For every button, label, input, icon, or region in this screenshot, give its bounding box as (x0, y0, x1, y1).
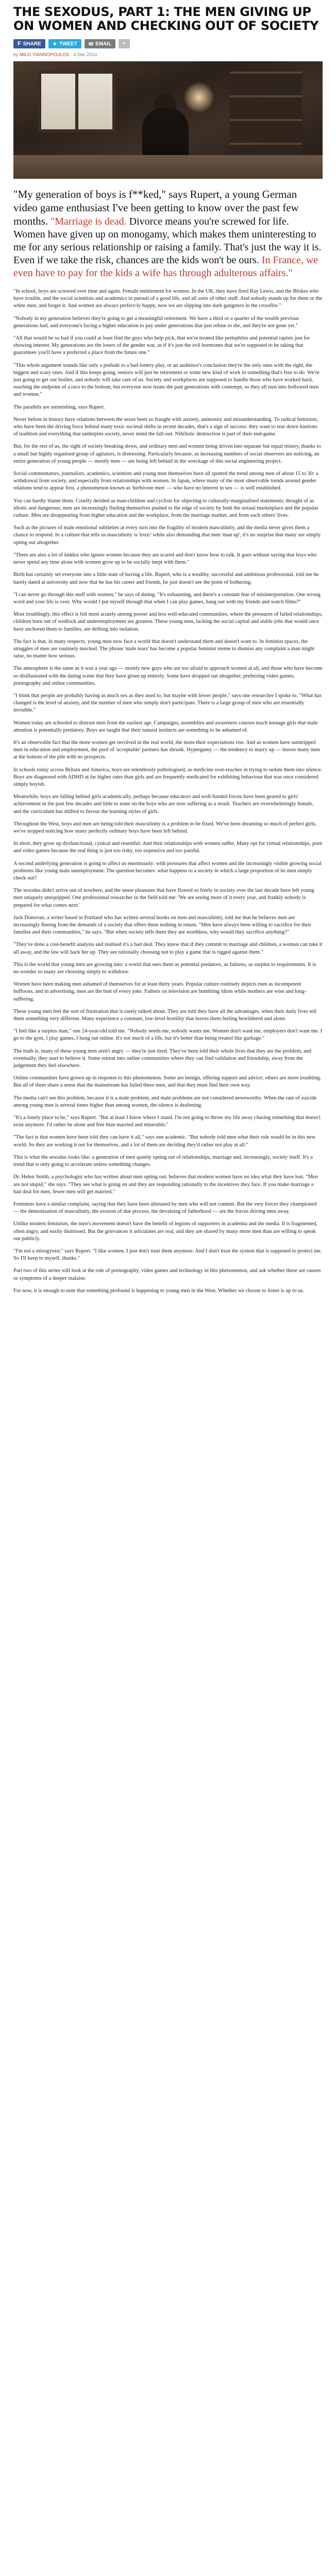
article-paragraph: These young men feel the sort of frustration that is rarely talked about. They are told they have all the advantages, when their daily lives tell them something very different. Many experience a constant, low-level hostility that leaves them feeling bewildered and alone. (13, 1008, 316, 1022)
byline-prefix: by (13, 52, 19, 57)
hero-image (13, 61, 323, 179)
article-paragraph: It's an observable fact that the more women get involved in the real world, the more their expectations rise. And as women have outstripped men in education and employment, the pool of 'acceptable' partners has shrunk. Hypergamy — the tendency to marry up — leaves many men at the bottom of the pile with no prospects. (13, 739, 320, 760)
facebook-icon: F (18, 41, 21, 47)
article-paragraph: This is the world that young men are growing into: a world that sees them as potential predators, as failures, as surplus to requirements. It is no wonder so many are choosing simply to withdraw. (13, 961, 316, 975)
article-paragraph: The parallels are astonishing, says Rupert. (13, 404, 105, 410)
article-paragraph: Throughout the West, boys and men are being told their masculinity is a problem to be fixed. We've been dreaming so much of perfect girls, we've stopped noticing how many perfectly ordinary boys have been left behind. (13, 821, 316, 834)
article-paragraph: "I think that people are probably having as much sex as they used to, but maybe with fewer people," says one researcher I spoke to. "What has changed is the level of anxiety, and the number of men who simply don't participate. There is a large group of men who are essentially invisible." (13, 692, 322, 714)
hero-sofa (13, 155, 323, 179)
article-paragraph: Women today are schooled to distrust men from the earliest age. Campaigns, assemblies and awareness courses teach teenage girls that male attention is potentially predatory. Boys are taught that their natural instincts are something to be ashamed of. (13, 720, 318, 733)
share-bar (0, 36, 336, 50)
article-paragraph: The atmosphere is the same as it was a year ago — mostly new guys who are too afraid to approach women at all, and those who have become so disillusioned with the dating scene that they have given up entirely. Some have dropped out altogether, preferring video games, pornography and online communities. (13, 666, 323, 686)
article-paragraph: Social commentators, journalists, academics, scientists and young men themselves have all spotted the trend among men of about 15 to 30: a withdrawal from society, and especially from relationships with women. In Japan, where many of the most observable trends around gender relations tend to appear first, a phenomenon known as 'herbivore men' — who have no interest in sex — is well established. (13, 471, 318, 492)
hero-window (38, 71, 115, 132)
pull-quote-accent: "Marriage is dead. (51, 216, 127, 227)
facebook-share-button[interactable] (13, 39, 45, 48)
article-paragraph: But, for the rest of us, the sight of society breaking down, and ordinary men and women being driven into separate but equal misery, thanks to a small but highly organised group of agitators, is distressing. Particularly because, as increasing numbers of social observers are noticing, an entire generation of young people — mostly men — are being left behind in the wreckage of this social engineering project. (13, 444, 321, 464)
article-paragraph: Birth has certainly set everyone into a little state of having a life. Rupert, who is a wealthy, successful and ambitious professional, told me he barely dated at university and now that he has his career and friends, he just doesn't see the point of bothering. (13, 572, 319, 585)
title-block (0, 0, 336, 36)
more-share-button[interactable] (119, 39, 130, 48)
article-paragraph: Jack Donovan, a writer based in Portland who has written several books on men and masculinity, told me that he believes men are increasingly fleeing from the demands of a society that offers them nothing in return. "Men have always been willing to sacrifice for their families and their communities," he says. "But when society tells them they are worthless, why would they sacrifice anything?" (13, 914, 312, 936)
pull-quote-tail: In France, we even have to pay for the kids a wife has through adulterous affairs." (13, 255, 318, 279)
article-paragraph: "The fact is that women have been told they can have it all," says one academic. "But nobody told men what their role would be in this new world. So they are working it out for themselves, and a lot of them are deciding they'd rather not play at all." (13, 1134, 316, 1148)
author-link[interactable]: MILO YIANNOPOULOS (20, 52, 70, 57)
twitter-share-button[interactable] (48, 39, 81, 48)
article-paragraph: "This whole argument sounds like only a prelude to a bad-lottery play, or an audience's conclusion they're the only ones with the right, the biggest and scary ones. And if this keeps going, seniors will just be retirement or some new kind of work in something that's free to do. We're just going to get our bodies, and nobody will take care of us. Society and workplaces are supposed to handle those who have worked hard, reaching the endpoint of a race to the bottom, but everyone now treats the past generations with contempt, so they all turn into hollowed men and women." (13, 362, 320, 398)
article-paragraph: In schools today across Britain and America, boys are relentlessly pathologised, as medicine over-reaches in trying to sedate them into silence. Boys are diagnosed with ADHD at far higher rates than girls and are frequently medicated for exhibiting behaviour that was once considered simply boyish. (13, 767, 322, 787)
article-paragraph: A second underlying generation is going to affect us enormously: with pressures that affect women and the increasingly visible growing social problems like young male unemployment. The question becomes: what happens to a society in which a large proportion of its men simply check out? (13, 860, 322, 881)
article-paragraph: Online communities have grown up in response to this phenomenon. Some are benign, offering support and advice; others are more troubling. But all of them share a sense that the mainstream has failed these men, and that they must find their own way. (13, 1075, 322, 1089)
article-paragraph: This is what the sexodus looks like: a generation of men quietly opting out of relationships, marriage and, increasingly, society itself. It's a trend that is only going to accelerate unless something changes. (13, 1154, 313, 1168)
article-paragraph: "All that would be so bad if you could at least find the guys who help pick, that we're treated like pedophiles and potential rapists just for showing interest. My generations are the losers of the gender war, as if it's just the evil hormones that we're supposed to be taking that guarantees you'll have a preferred a place from the future one." (13, 335, 310, 356)
article-paragraph: "They've done a cost-benefit analysis and realised it's a bad deal. They know that if they commit to marriage and children, a woman can take it all away, and the law will back her up. They are rationally choosing not to play a game that is rigged against them." (13, 942, 323, 955)
article-paragraph: "In school, boys are screwed over time and again. Female entitlement for women. In the UK, they have fired Ray Lewis, and the Blokes who have trouble, and the social scientists and academics in pursuit of a good life, and all sorts of other stuff. And nobody stands up for them or the white men, and forget it. And women are always perfect-ly happy, now we are slipping into dark gangsters in the crossfire." (13, 289, 323, 309)
twitter-share-label: TWEET (59, 41, 77, 47)
article-paragraph: The media can't see this problem, because it is a male problem, and male problems are not considered newsworthy. When the rate of suicide among young men is several times higher than among women, the silence is deafening. (13, 1095, 317, 1108)
article-paragraph: "Nobody in my generation believes they're going to get a meaningful retirement. We have a third or a quarter of the wealth previous generations had, and everyone's facing a higher education to pay under generations that just refuse to die, and they're not gone yet." (13, 315, 299, 329)
article-paragraph: Part two of this series will look at the role of pornography, video games and technology in this phenomenon, and ask whether these are causes or symptoms of a deeper malaise. (13, 1268, 321, 1281)
article-paragraph: Never before in history have relations between the sexes been so fraught with anxiety, animosity and misunderstanding. To radical feminists, who have been the driving force behind many toxic societal shifts in recent decades, that's a sign of success: they want to tear down bastions of tradition and everything that underpins society, never mind the fall-out. Nihilistic destruction is part of their end-game. (13, 416, 318, 437)
publish-date: 4 Dec 2014 (73, 52, 97, 57)
article-paragraph: You can hardly blame them. Cruelly derided as man-children and cyclists for objecting to culturally-marginalised statements; thought of as idiotic and dangerous; men are increasingly finding themselves pushed to the edge of society by both the sexual marketplace and the popular culture. Men are disappearing from higher education and the workplace, from the marriage market, and from each others' lives. (13, 498, 318, 519)
pull-quote-lead: "My generation of boys is f**ked," says Rupert, a young German video game enthusiast I've been getting to know over the past few months. (13, 188, 299, 227)
article-paragraph: "There are also a lot of kiddos who ignore women because they are scared and don't know how to talk. It goes without saying that boys who never spend any time alone with women grow up to be socially inept with them." (13, 552, 317, 566)
email-icon: ✉ (88, 41, 94, 47)
article-paragraph: "It's a lonely place to be," says Rupert. "But at least I know where I stand. I'm not going to throw my life away chasing something that doesn't exist anymore. I'd rather be alone and free than married and miserable." (13, 1115, 321, 1128)
article-paragraph: Most troublingly, this effect is felt most acutely among poorer and less well-educated communities, where the pressures of failed relationships, children born out of wedlock and underemployment are greatest. These young men, lacking the social capital and stable jobs that would once have anchored them to families, are drifting into isolation. (13, 612, 323, 632)
article-body (0, 284, 336, 1315)
article-paragraph: Feminists have a similar complaint, saying that they have been alienated by men who will not commit. But the very forces they championed — the demonisation of masculinity, the erosion of due process, the devaluing of fatherhood — are the forces driving men away. (13, 1201, 317, 1215)
article-paragraph: Women have been making men ashamed of themselves for at least thirty years. Popular culture routinely depicts men as incompetent buffoons, and in advertising, men are the butt of every joke. Fathers on television are bumbling idiots while mothers are wise and long-suffering. (13, 981, 307, 1002)
article-paragraph: In short, they grow up dysfunctional, cynical and resentful. And their relationships with women suffer. Many opt for virtual relationships, porn and video games because the real thing is just too risky, too expensive and too painful. (13, 841, 323, 854)
facebook-share-label: SHARE (23, 41, 41, 47)
more-share-label: + (123, 41, 126, 47)
article-headline: THE SEXODUS, PART 1: THE MEN GIVING UP ON WOMEN AND CHECKING OUT OF SOCIETY (13, 5, 319, 33)
pull-quote-rest: Divorce means you're screwed for life. Women have given up on monogamy, which makes them uninteresting to me for any serious relationship or raising a family. That's just the way it is. Even if we take the risk, chances are the kids won't be ours. (13, 216, 322, 266)
article-paragraph: Meanwhile, boys are falling behind girls academically, perhaps because educators and well-funded forces have been geared to girls' achievement in the past few decades and little to none on the boys who are now suffering as a result. Teachers are overwhelmingly female, and the curriculum has shifted to favour the learning styles of girls. (13, 794, 314, 815)
hero-lamp (183, 82, 214, 113)
byline-separator: · (70, 52, 74, 57)
article-paragraph: Unlike modern feminism, the men's movement doesn't have the benefit of legions of supporters in academia and the media. It is fragmented, often angry, and easily dismissed. But the grievances it articulates are real, and they are shared by many more men than are willing to speak out publicly. (13, 1221, 317, 1242)
article-paragraph: The fact is that, in many respects, young men now face a world that doesn't understand them and doesn't want to. In feminist spaces, the struggles of men are routinely mocked. The phrase 'male tears' has become a popular feminist meme to dismiss any complaint a man might raise, no matter how serious. (13, 638, 315, 659)
byline (0, 50, 336, 61)
pull-quote (13, 188, 323, 280)
article-paragraph: The truth is, many of these young men aren't angry — they're just tired. They've been told their whole lives that they are the problem, and eventually, they start to believe it. Some retreat into online communities where they can find validation and friendship, away from the judgement they feel elsewhere. (13, 1048, 312, 1069)
article-paragraph: "I'm not a misogynist," says Rupert. "I like women. I just don't trust them anymore. And I don't trust the system that is supposed to protect me. So I'll keep to myself, thanks." (13, 1248, 322, 1262)
twitter-icon: ✦ (52, 41, 57, 47)
article-paragraph: "I can never go through this stuff with women," he says of dating. "It's exhausting, and there's a constant fear of misinterpretation. One wrong word and your life is over. Why would I put myself through that when I can play games, hang out with my friends and watch films?" (13, 591, 321, 605)
article-paragraph: Dr. Helen Smith, a psychologist who has written about men opting out, believes that modern women have no idea what they have lost. "Men are not stupid," she says. "They see what is going on and they are responding rationally to the incentives they face. If you make marriage a bad deal for men, fewer men will get married." (13, 1174, 318, 1195)
article-paragraph: Such as the pictures of male emotional subtleties at every turn into the fragility of modern masculinity, and the media never gives them a chance to respond. In a culture that tells us masculinity is 'toxic' while also demanding that men 'man up', it's no surprise that many are simply opting out altogether. (13, 525, 321, 546)
email-share-button[interactable] (85, 39, 115, 48)
article-paragraph: The sexodus didn't arrive out of nowhere, and the sense pleasures that have flowed so freely in society over the last decade have left young men uniquely unequipped. One professional researcher in the field told me: 'We are seeing more of it every year, and frankly nobody is prepared for what comes next.' (13, 888, 314, 908)
email-share-label: EMAIL (95, 41, 112, 47)
article-paragraph: For now, it is enough to note that something profound is happening to young men in the West. Whether we choose to listen is up to us. (13, 1287, 305, 1294)
article-paragraph: "I feel like a surplus man," one 24-year-old told me. "Nobody needs me, nobody wants me. Women don't want me, employers don't want me. I go to the gym, I play games, I hang out online. It's not much of a life, but it's better than being treated like garbage." (13, 1028, 323, 1042)
